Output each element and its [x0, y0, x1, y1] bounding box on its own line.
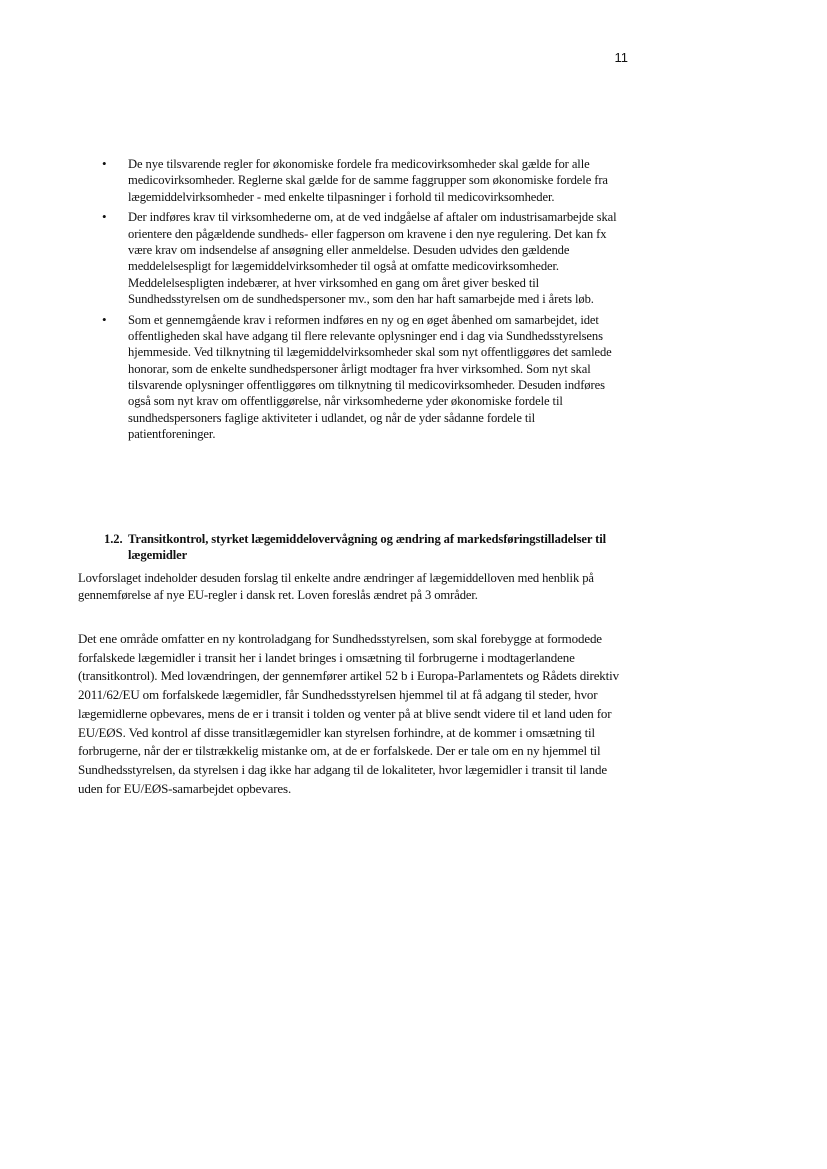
bullet-icon: • [102, 156, 107, 171]
bullet-icon: • [102, 311, 107, 327]
bullet-list [98, 156, 618, 447]
intro-paragraph: Lovforslaget indeholder desuden forslag til enkelte andre ændringer af lægemiddelloven med henblik på gennemførelse af nye EU-regler i dansk ret. Loven foreslås ændret på 3 områder. [78, 571, 594, 602]
bullet-item [98, 209, 618, 307]
bullet-item [98, 156, 618, 205]
transit-control-paragraph: Det ene område omfatter en ny kontroladgang for Sundhedsstyrelsen, som skal forebygge at formodede forfalskede lægemidler i transit her i landet bringes i omsætning til forbrugerne i modtagerlandene (transitkontrol). Med lovændringen, der gennemfører artikel 52 b i Europa-Parlamentets og Rådets direktiv 2011/62/EU om forfalskede lægemidler, får Sundhedsstyrelsen hjemmel til at få adgang til steder, hvor lægemidlerne opbevares, mens de er i transit i tolden og venter på at blive sendt videre til et land uden for EU/EØS. Ved kontrol af disse transitlægemidler kan styrelsen forhindre, at de kommer i omsætning til forbrugerne, når der er tilstrækkelig mistanke om, at de er forfalskede. Der er tale om en ny hjemmel til Sundhedsstyrelsen, da styrelsen i dag ikke har adgang til de lokaliteter, hvor lægemidler i transit til lande uden for EU/EØS-samarbejdet opbevares. [78, 631, 619, 796]
bullet-item [98, 312, 618, 442]
bullet-text: De nye tilsvarende regler for økonomiske fordele fra medicovirksomheder skal gælde for alle medicovirksomheder. Reglerne skal gælde for de samme faggrupper som økonomiske fordele fra lægemiddelvirksomheder - med enkelte tilpasninger i forhold til medicovirksomheder. [128, 157, 608, 204]
section-title: Transitkontrol, styrket lægemiddelovervågning og ændring af markedsføringstilladelser til lægemidler [128, 532, 607, 562]
page-number: 11 [614, 50, 628, 65]
section-heading [104, 531, 624, 563]
section-number: 1.2. [104, 532, 123, 546]
bullet-text: Der indføres krav til virksomhederne om, at de ved indgåelse af aftaler om industrisamarbejde skal orientere den pågældende sundheds- eller fagperson om kravene i den nye regulering. Det kan fx være krav om indsendelse af ansøgning eller anmeldelse. Desuden udvides den gældende meddelelsespligt for lægemiddelvirksomheder til også at omfatte medicovirksomheder. Meddelelsespligten indebærer, at hver virksomhed en gang om året giver besked til Sundhedsstyrelsen om de sundhedspersoner mv., som den har haft samarbejde med i årets løb. [128, 210, 617, 306]
bullet-icon: • [102, 209, 107, 225]
bullet-text: Som et gennemgående krav i reformen indføres en ny og en øget åbenhed om samarbejdet, idet offentligheden skal have adgang til flere relevante oplysninger end i dag via Sundhedsstyrelsens hjemmeside. Ved tilknytning til lægemiddelvirksomheder skal som nyt offentliggøres det samlede honorar, som de enkelte sundhedspersoner årligt modtager fra hver virksomhed. Som nyt skal tilsvarende oplysninger offentliggøres om tilknytning til medicovirksomheder. Desuden indføres også som nyt krav om offentliggørelse, når virksomhederne yder økonomiske fordele til sundhedspersoners faglige aktiviteter i udlandet, og når de yder sådanne fordele til patientforeninger. [128, 312, 612, 441]
